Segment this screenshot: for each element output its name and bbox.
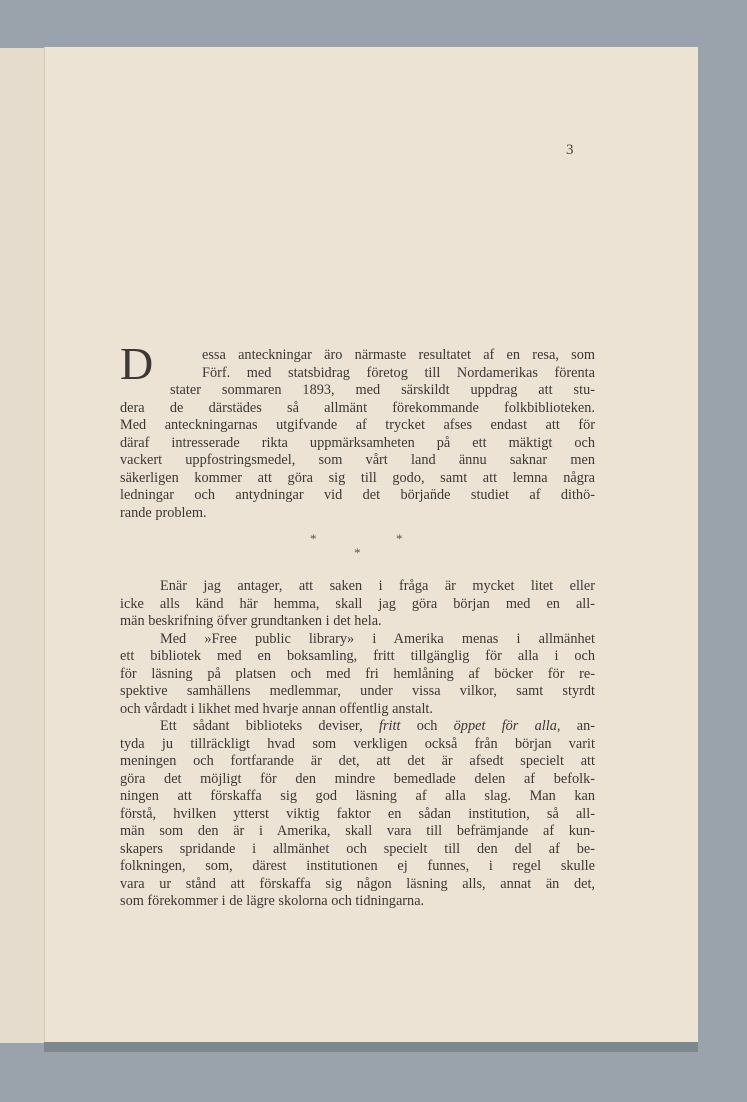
italic-text: öppet för alla, [453, 718, 561, 734]
text-line: vackert uppfostringsmedel, som vårt land ännu saknar men [120, 452, 595, 468]
text-line: rande problem. [120, 504, 207, 521]
drop-cap: D [120, 338, 154, 389]
text-run: Ett sådant biblioteks deviser, [160, 718, 363, 734]
paragraph [120, 718, 595, 911]
body-text [120, 338, 596, 911]
text-line: icke alls känd här hemma, skall jag göra början med en all- [120, 595, 595, 612]
paragraph [120, 578, 595, 631]
text-line: folkningen, som, därest institutionen ej funnes, i regel skulle [120, 858, 595, 874]
text-line: meningen och fortfarande är det, att det är afsedt specielt att [120, 753, 595, 769]
text-line: vara ur stånd att förskaffa sig någon läsning alls, annat än det, [120, 875, 595, 892]
text-line: Med »Free public library» i Amerika menas i allmänhet [160, 630, 595, 647]
section-separator [120, 530, 595, 570]
page-number: 3 [566, 142, 574, 158]
text-line: som förekommer i de lägre skolorna och tidningarna. [120, 893, 425, 909]
text-line: män som den är i Amerika, skall vara till befrämjande af kun- [120, 823, 595, 839]
asterisk: * [310, 531, 317, 546]
opening-paragraph [120, 338, 595, 522]
text-line: däraf intresserade rikta uppmärksamheten på ett mäktigt och [120, 434, 595, 451]
page-shadow [44, 1042, 698, 1052]
text-line: Enär jag antager, att saken i fråga är mycket litet eller [160, 578, 595, 594]
text-line: tyda ju tillräckligt hvad som verkligen också från början varit [120, 735, 595, 752]
text-line: spektive samhällens medlemmar, under vissa vilkor, samt styrdt [120, 683, 595, 699]
text-line: göra det möjligt för den mindre bemedlade delen af befolk- [120, 770, 595, 787]
asterisk: * [396, 531, 403, 546]
text-line: Med anteckningarnas utgifvande af trycket afses endast att för [120, 417, 595, 433]
text-line: för läsning på platsen och med fri hemlåning af böcker för re- [120, 665, 595, 682]
text-line: män beskrifning öfver grundtanken i det hela. [120, 613, 382, 629]
text-line [120, 718, 595, 736]
text-line: stater sommaren 1893, med särskildt uppdrag att stu- [170, 382, 595, 398]
text-line: säkerligen kommer att göra sig till godo, samt att lemna några [120, 469, 595, 486]
text-line: och vårdadt i likhet med hvarje annan offentlig anstalt. [120, 700, 433, 717]
italic-text: fritt [378, 718, 401, 734]
previous-page-edge [0, 48, 45, 1043]
text-line: Förf. med statsbidrag företog till Nordamerikas förenta [202, 364, 595, 381]
text-line: ett bibliotek med en boksamling, fritt tillgänglig för alla i och [120, 648, 595, 664]
text-line: ningen att förskaffa sig god läsning af alla slag. Man kan [120, 788, 595, 804]
text-line: dera de därstädes så allmänt förekommande folkbiblioteken. [120, 399, 595, 416]
text-line: essa anteckningar äro närmaste resultatet af en resa, som [202, 347, 595, 363]
text-run: an- [576, 718, 596, 734]
asterisk: * [354, 545, 361, 560]
text-line: skapers spridande i allmänhet och specielt till den del af be- [120, 840, 595, 857]
text-line: ledningar och antydningar vid det början̈de studiet af dithö- [120, 487, 595, 503]
paragraph [120, 631, 595, 719]
text-line: förstå, hvilken ytterst viktig faktor en sådan institution, så all- [120, 805, 595, 822]
text-run: och [416, 718, 438, 734]
